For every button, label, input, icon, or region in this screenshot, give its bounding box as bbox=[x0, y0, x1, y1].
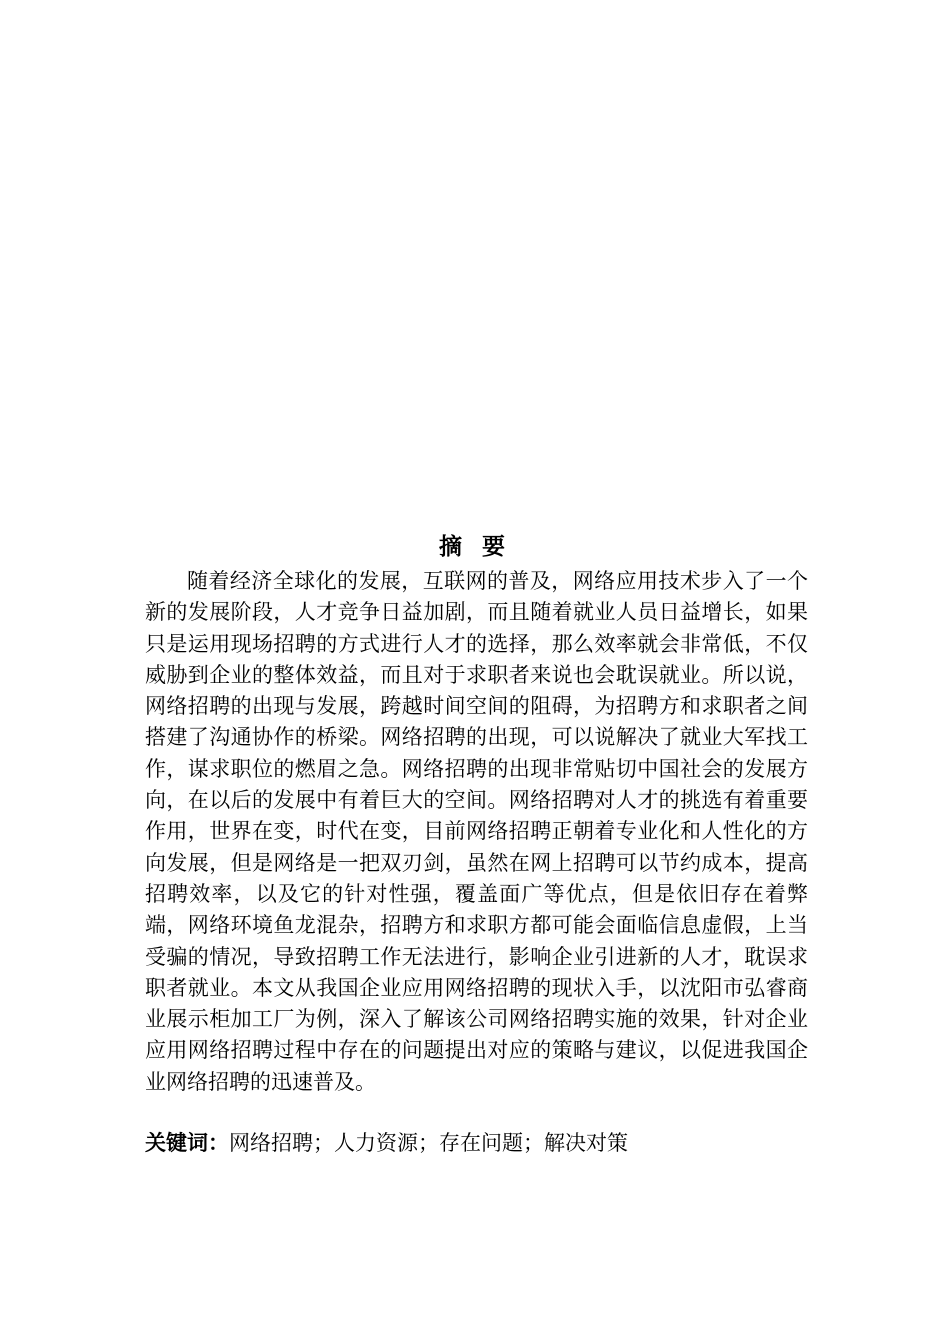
keywords-line bbox=[145, 1127, 808, 1159]
abstract-title: 摘 要 bbox=[438, 534, 511, 560]
keywords-label: 关键词： bbox=[145, 1131, 229, 1155]
keywords-value: 网络招聘；人力资源；存在问题；解决对策 bbox=[229, 1131, 628, 1155]
abstract-body: 随着经济全球化的发展，互联网的普及，网络应用技术步入了一个新的发展阶段，人才竞争日益加剧，而且随着就业人员日益增长，如果只是运用现场招聘的方式进行人才的选择，那么效率就会非常低，不仅威胁到企业的整体效益，而且对于求职者来说也会耽误就业。所以说，网络招聘的出现与发展，跨越时间空间的阻碍，为招聘方和求职者之间搭建了沟通协作的桥梁。网络招聘的出现，可以说解决了就业大军找工作，谋求职位的燃眉之急。网络招聘的出现非常贴切中国社会的发展方向，在以后的发展中有着巨大的空间。网络招聘对人才的挑选有着重要作用，世界在变，时代在变，目前网络招聘正朝着专业化和人性化的方向发展，但是网络是一把双刃剑，虽然在网上招聘可以节约成本，提高招聘效率，以及它的针对性强，覆盖面广等优点，但是依旧存在着弊端，网络环境鱼龙混杂，招聘方和求职方都可能会面临信息虚假，上当受骗的情况，导致招聘工作无法进行，影响企业引进新的人才，耽误求职者就业。本文从我国企业应用网络招聘的现状入手，以沈阳市弘睿商业展示柜加工厂为例，深入了解该公司网络招聘实施的效果，针对企业应用网络招聘过程中存在的问题提出对应的策略与建议，以促进我国企业网络招聘的迅速普及。 bbox=[145, 569, 808, 1094]
